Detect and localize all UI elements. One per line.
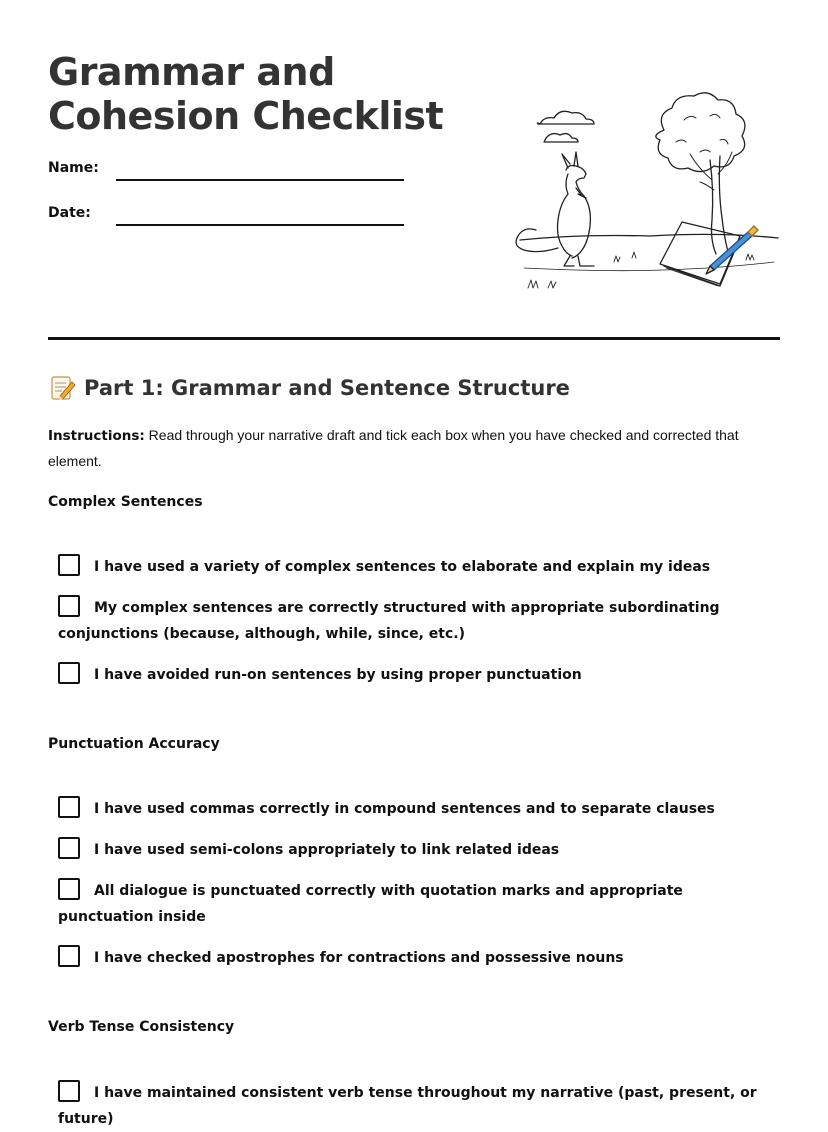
instructions [48,423,778,474]
kangaroo-illustration [514,90,784,305]
date-label: Date: [48,205,91,221]
part1-heading [48,374,570,402]
checklist-item-text: I have used a variety of complex sentences to elaborate and explain my ideas [94,559,711,575]
part1-heading-text: Part 1: Grammar and Sentence Structure [84,376,570,400]
checklist-item [58,945,774,971]
checklist-item [58,878,774,930]
subheading-verb-tense-consistency: Verb Tense Consistency [48,1019,235,1035]
checkbox[interactable] [58,1080,80,1102]
name-field[interactable] [48,160,408,184]
date-field[interactable] [48,205,408,229]
checklist-item [58,837,774,863]
checklist-item [58,1080,774,1132]
checklist-item [58,662,774,688]
checklist-item-text: I have avoided run-on sentences by using proper punctuation [94,667,582,683]
checklist-item-text: My complex sentences are correctly structured with appropriate subordinating conjunctions (because, although, while, since, etc.) [58,600,720,642]
checkbox[interactable] [58,554,80,576]
checklist-item-text: I have used commas correctly in compound sentences and to separate clauses [94,801,715,817]
checklist-item [58,554,774,580]
instructions-text: Read through your narrative draft and tick each box when you have checked and corrected that element. [48,427,739,469]
checkbox[interactable] [58,945,80,967]
subheading-complex-sentences: Complex Sentences [48,494,203,510]
date-line[interactable] [116,224,404,226]
name-label: Name: [48,160,99,176]
subheading-punctuation-accuracy: Punctuation Accuracy [48,736,220,752]
checklist-item [58,796,774,822]
checklist-item [58,595,774,647]
section-divider [48,337,780,340]
checkbox[interactable] [58,878,80,900]
checklist-item-text: All dialogue is punctuated correctly with quotation marks and appropriate punctuation inside [58,883,683,925]
checkbox[interactable] [58,837,80,859]
page-title: Grammar and Cohesion Checklist [48,50,444,138]
checkbox[interactable] [58,796,80,818]
checkbox[interactable] [58,595,80,617]
checklist-item-text: I have checked apostrophes for contractions and possessive nouns [94,950,624,966]
instructions-label: Instructions: [48,428,145,444]
checklist-item-text: I have used semi-colons appropriately to link related ideas [94,842,560,858]
checklist-item-text: I have maintained consistent verb tense throughout my narrative (past, present, or future) [58,1085,757,1127]
memo-icon [48,374,76,402]
name-line[interactable] [116,179,404,181]
checkbox[interactable] [58,662,80,684]
